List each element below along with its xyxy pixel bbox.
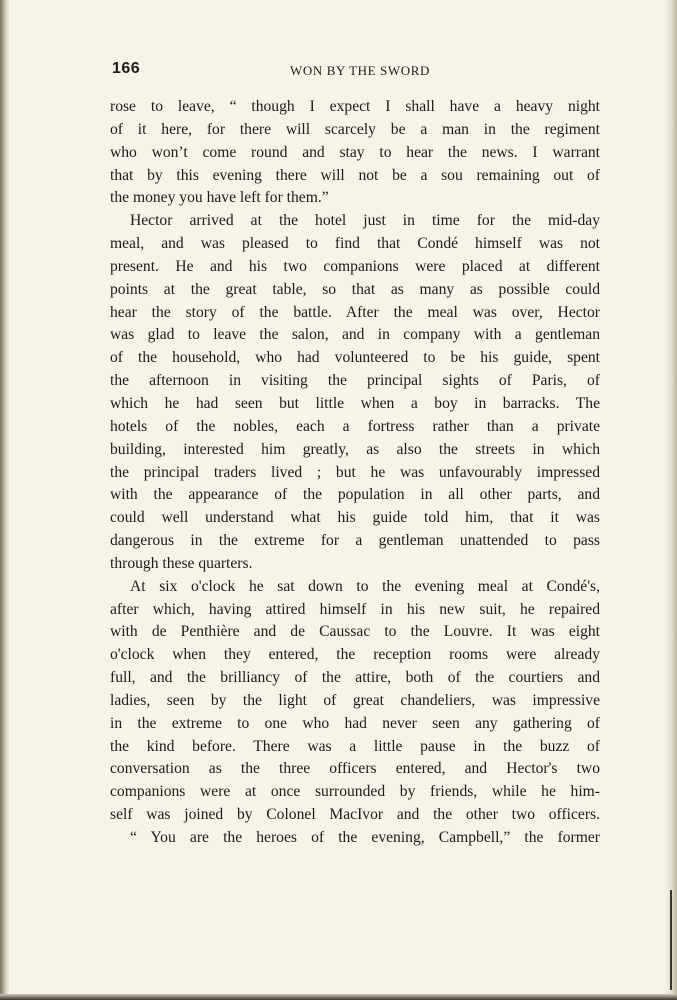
text-line: present. He and his two companions were placed at different (110, 257, 600, 275)
page-edge-mark (670, 890, 672, 990)
text-line: in the extreme to one who had never seen any gathering of (110, 714, 600, 732)
text-line: self was joined by Colonel MacIvor and the other two officers. (110, 806, 600, 824)
text-line: At six o'clock he sat down to the evening meal at Condé's, (130, 577, 600, 595)
text-line: meal, and was pleased to find that Condé himself was not (110, 235, 600, 253)
text-line: full, and the brilliancy of the attire, both of the courtiers and (110, 669, 600, 687)
text-line: hotels of the nobles, each a fortress rather than a private (110, 417, 600, 435)
text-line: rose to leave, “ though I expect I shall have a heavy night (110, 98, 600, 115)
text-line: building, interested him greatly, as also the streets in which (110, 440, 600, 458)
text-line: points at the great table, so that as many as possible could (110, 280, 600, 298)
running-head: WON BY THE SWORD (290, 63, 430, 78)
text-line: the principal traders lived ; but he was unfavourably impressed (110, 463, 600, 481)
page-number: 166 (112, 60, 141, 77)
text-line: companions were at once surrounded by friends, while he him- (110, 783, 600, 801)
page-header (110, 60, 600, 84)
text-line: dangerous in the extreme for a gentleman unattended to pass (110, 532, 600, 550)
text-line: conversation as the three officers entered, and Hector's two (110, 760, 600, 778)
text-line: hear the story of the battle. After the meal was over, Hector (110, 303, 600, 321)
text-line: through these quarters. (110, 554, 253, 572)
text-line: the kind before. There was a little pause in the buzz of (110, 737, 600, 755)
text-line: that by this evening there will not be a sou remaining out of (110, 166, 600, 184)
text-line: with the appearance of the population in all other parts, and (110, 486, 600, 504)
text-line: o'clock when they entered, the reception rooms were already (110, 646, 600, 664)
text-line: with de Penthière and de Caussac to the Louvre. It was eight (110, 623, 600, 641)
text-line: was glad to leave the salon, and in company with a gentleman (110, 326, 600, 344)
text-line: of it here, for there will scarcely be a man in the regiment (110, 120, 600, 138)
text-line: after which, having attired himself in his new suit, he repaired (110, 600, 600, 618)
text-line: ladies, seen by the light of great chandeliers, was impressive (110, 691, 600, 709)
page-edge-left (0, 0, 9, 1000)
text-line: the afternoon in visiting the principal sights of Paris, of (110, 372, 600, 390)
text-line: the money you have left for them.” (110, 189, 329, 207)
page-edge-right (665, 0, 677, 1000)
text-line: who won’t come round and stay to hear the news. I warrant (110, 143, 600, 161)
text-line: Hector arrived at the hotel just in time for the mid-day (130, 212, 600, 230)
text-line: of the household, who had volunteered to be his guide, spent (110, 349, 600, 367)
text-line: which he had seen but little when a boy in barracks. The (110, 394, 600, 412)
text-line: could well understand what his guide told him, that it was (110, 509, 600, 527)
page-edge-bottom (0, 994, 677, 1000)
body-text (110, 96, 600, 850)
text-line: “ You are the heroes of the evening, Campbell,” the former (130, 829, 600, 846)
